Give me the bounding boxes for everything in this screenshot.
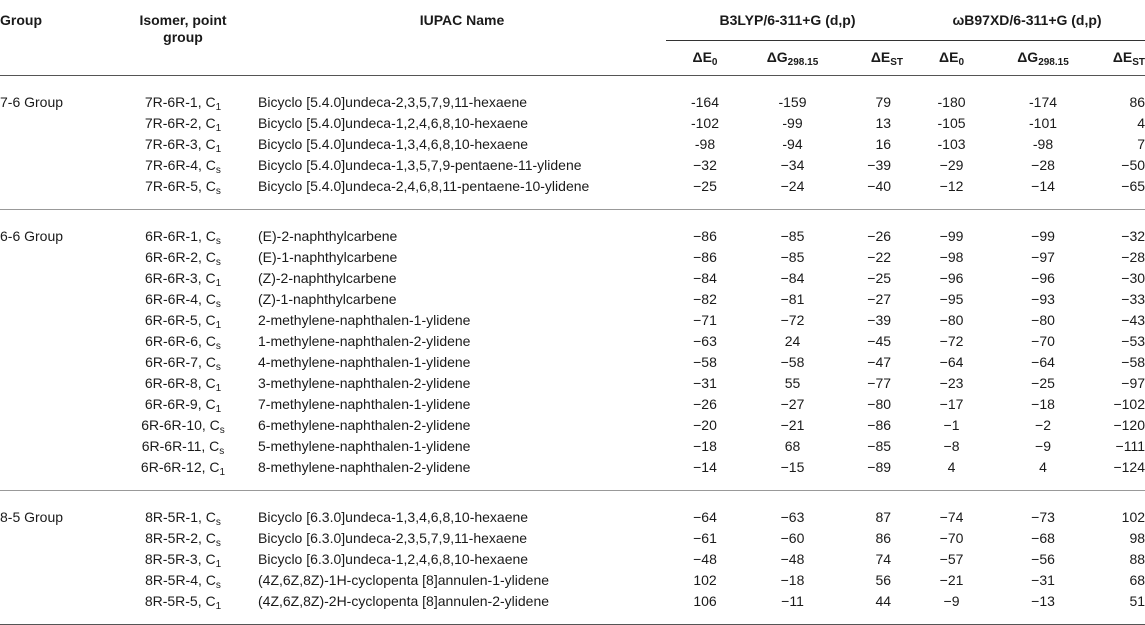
isomer-cell <box>108 268 258 289</box>
value-b-e0: -98 <box>694 136 716 152</box>
value-b-e0: -164 <box>690 94 720 110</box>
isomer-label: 6R-6R-3, C <box>144 270 216 286</box>
value-w-g: −70 <box>1031 333 1055 349</box>
group-section <box>0 210 1145 491</box>
group-label <box>0 134 108 155</box>
iupac-name: Bicyclo [5.4.0]undeca-2,3,5,7,9,11-hexaene <box>258 94 528 110</box>
group-label <box>0 331 108 352</box>
point-group-subscript: 1 <box>215 144 222 155</box>
table-row <box>0 113 1145 134</box>
value-w-e0: −21 <box>939 572 964 588</box>
point-group-subscript: s <box>215 186 221 197</box>
value-b-g: −27 <box>780 396 805 412</box>
iupac-name: 2-methylene-naphthalen-1-ylidene <box>258 312 471 328</box>
point-group-subscript: 1 <box>215 102 222 113</box>
value-b-e0: −84 <box>693 270 717 286</box>
value-b-st: 87 <box>875 509 892 525</box>
value-w-st: 51 <box>1129 593 1145 609</box>
value-w-st: −120 <box>1113 417 1145 433</box>
value-w-g: −14 <box>1031 178 1055 194</box>
value-b-st: 86 <box>875 530 892 546</box>
value-b-st: −77 <box>867 375 892 391</box>
iupac-name: 1-methylene-naphthalen-2-ylidene <box>258 333 471 349</box>
point-group-subscript: s <box>215 341 221 352</box>
group-label <box>0 373 108 394</box>
group-label <box>0 113 108 134</box>
isomer-cell <box>108 352 258 373</box>
value-b-e0: −25 <box>693 178 717 194</box>
value-b-e0: 106 <box>693 593 717 609</box>
value-w-st: 102 <box>1121 509 1145 525</box>
isomer-label: 8R-5R-2, C <box>145 530 216 546</box>
header-wb97xd-g: $\Delta G_{298.15}$ <box>1017 49 1069 68</box>
header-wb97xd-e0: $\Delta E_0$ <box>939 49 964 68</box>
value-w-g: −28 <box>1031 157 1055 173</box>
group-label <box>0 591 108 625</box>
group-label <box>0 176 108 210</box>
group-label <box>0 570 108 591</box>
iupac-name: 5-methylene-naphthalen-1-ylidene <box>258 438 471 454</box>
table-row <box>0 155 1145 176</box>
value-b-g: −18 <box>780 572 805 588</box>
point-group-subscript: 1 <box>215 559 222 570</box>
value-w-g: −68 <box>1031 530 1055 546</box>
iupac-name: 3-methylene-naphthalen-2-ylidene <box>258 375 471 391</box>
value-b-e0: −71 <box>693 312 717 328</box>
iupac-name: Bicyclo [6.3.0]undeca-1,3,4,6,8,10-hexaene <box>258 509 529 525</box>
value-w-g: −97 <box>1031 249 1055 265</box>
value-b-g: 68 <box>784 438 801 454</box>
isomer-label: 6R-6R-11, C <box>141 438 220 454</box>
table-row <box>0 310 1145 331</box>
table-row <box>0 436 1145 457</box>
value-b-st: −80 <box>867 396 892 412</box>
isomer-cell <box>108 155 258 176</box>
value-b-g: −21 <box>780 417 805 433</box>
iupac-name: Bicyclo [5.4.0]undeca-1,3,5,7,9-pentaene-11-ylidene <box>258 157 582 173</box>
value-w-e0: −9 <box>943 593 960 609</box>
value-b-g: −85 <box>780 249 805 265</box>
point-group-subscript: s <box>219 425 225 436</box>
value-b-st: −40 <box>867 178 892 194</box>
table-row <box>0 289 1145 310</box>
group-label <box>0 549 108 570</box>
iupac-name: (E)-2-naphthylcarbene <box>258 228 398 244</box>
table-row <box>0 268 1145 289</box>
iupac-name: Bicyclo [6.3.0]undeca-2,3,5,7,9,11-hexaene <box>258 530 528 546</box>
header-wb97xd-est: $\Delta E_{ST}$ <box>1112 49 1145 68</box>
value-w-e0: −72 <box>939 333 964 349</box>
value-b-g: −72 <box>780 312 805 328</box>
isomer-cell <box>108 457 258 491</box>
value-w-e0: −1 <box>943 417 960 433</box>
value-w-g: −9 <box>1035 438 1051 454</box>
value-w-g: −80 <box>1031 312 1055 328</box>
point-group-subscript: 1 <box>215 404 222 415</box>
value-b-g: −34 <box>780 157 805 173</box>
group-label <box>0 394 108 415</box>
isomer-label: 8R-5R-1, C <box>145 509 216 525</box>
table-row <box>0 394 1145 415</box>
value-w-st: 4 <box>1137 115 1145 131</box>
value-w-st: −102 <box>1113 396 1145 412</box>
isomer-cell <box>108 570 258 591</box>
isomer-cell <box>108 247 258 268</box>
group-label <box>0 436 108 457</box>
value-w-e0: −17 <box>939 396 964 412</box>
isomer-cell <box>108 134 258 155</box>
group-label <box>0 528 108 549</box>
group-section <box>0 491 1145 625</box>
value-w-e0: −99 <box>939 228 964 244</box>
value-b-e0: −32 <box>693 157 717 173</box>
value-b-e0: −58 <box>693 354 717 370</box>
isomer-label: 6R-6R-5, C <box>144 312 216 328</box>
value-b-g: −63 <box>780 509 805 525</box>
point-group-subscript: s <box>215 257 221 268</box>
isomer-label: 6R-6R-6, C <box>145 333 216 349</box>
point-group-subscript: 1 <box>215 320 222 331</box>
value-b-e0: -102 <box>690 115 720 131</box>
isomer-cell <box>108 176 258 210</box>
isomer-label: 7R-6R-2, C <box>144 115 216 131</box>
isomer-label: 6R-6R-1, C <box>145 228 216 244</box>
isomer-cell <box>108 210 258 248</box>
group-label <box>0 310 108 331</box>
table-row <box>0 210 1145 248</box>
value-w-e0: −70 <box>939 530 964 546</box>
value-b-e0: −18 <box>693 438 717 454</box>
value-w-e0: -105 <box>937 115 966 131</box>
value-w-st: −30 <box>1121 270 1145 286</box>
isomer-cell <box>108 113 258 134</box>
table-header <box>0 0 1145 76</box>
value-w-g: −18 <box>1031 396 1055 412</box>
value-w-e0: −98 <box>939 249 964 265</box>
table-row <box>0 247 1145 268</box>
isomer-cell <box>108 331 258 352</box>
isomer-cell <box>108 549 258 570</box>
value-b-g: -159 <box>778 94 807 110</box>
iupac-name: (Z)-2-naphthylcarbene <box>258 270 397 286</box>
group-label <box>0 457 108 491</box>
value-b-st: −26 <box>867 228 892 244</box>
value-w-e0: −29 <box>939 157 964 173</box>
value-w-st: −43 <box>1121 312 1145 328</box>
value-w-st: −28 <box>1121 249 1145 265</box>
value-b-e0: −20 <box>693 417 717 433</box>
value-w-g: -174 <box>1029 94 1058 110</box>
header-method-wb97xd: ωB97XD/6-311+G (d,p) <box>909 0 1145 41</box>
isomer-label: 6R-6R-4, C <box>145 291 216 307</box>
iupac-name: Bicyclo [5.4.0]undeca-2,4,6,8,11-pentaene-10-ylidene <box>258 178 590 194</box>
group-label: 6-6 Group <box>0 228 64 244</box>
value-w-e0: −80 <box>939 312 964 328</box>
point-group-subscript: s <box>215 538 221 549</box>
value-w-st: −97 <box>1121 375 1145 391</box>
iupac-name: 4-methylene-naphthalen-1-ylidene <box>258 354 471 370</box>
value-b-e0: −64 <box>693 509 717 525</box>
value-w-e0: 4 <box>947 459 956 475</box>
value-w-e0: −57 <box>939 551 964 567</box>
value-w-e0: −64 <box>939 354 964 370</box>
value-b-st: −47 <box>867 354 892 370</box>
value-w-g: 4 <box>1039 459 1047 475</box>
table-row <box>0 549 1145 570</box>
point-group-subscript: 1 <box>219 467 226 478</box>
point-group-subscript: s <box>215 517 221 528</box>
value-b-g: −85 <box>780 228 805 244</box>
value-b-e0: −61 <box>693 530 717 546</box>
iupac-name: 8-methylene-naphthalen-2-ylidene <box>258 459 471 475</box>
group-label <box>0 155 108 176</box>
point-group-subscript: s <box>215 165 221 176</box>
value-w-g: −2 <box>1035 417 1051 433</box>
value-b-g: −58 <box>780 354 805 370</box>
value-w-g: -98 <box>1032 136 1054 152</box>
isomer-label: 6R-6R-12, C <box>140 459 220 475</box>
isomer-label: 6R-6R-2, C <box>145 249 216 265</box>
value-w-g: −25 <box>1031 375 1055 391</box>
table-row <box>0 331 1145 352</box>
value-w-st: 86 <box>1129 94 1145 110</box>
isomer-cell <box>108 373 258 394</box>
isomer-label: 6R-6R-7, C <box>145 354 216 370</box>
value-b-g: −11 <box>781 593 804 609</box>
value-w-e0: −96 <box>939 270 964 286</box>
point-group-subscript: s <box>215 236 221 247</box>
value-w-st: −33 <box>1121 291 1145 307</box>
table-row <box>0 134 1145 155</box>
point-group-subscript: 1 <box>215 601 222 612</box>
group-label <box>0 289 108 310</box>
value-b-e0: −63 <box>693 333 717 349</box>
value-b-g: −24 <box>780 178 805 194</box>
header-iupac: IUPAC Name <box>419 12 505 28</box>
value-w-e0: −8 <box>943 438 960 454</box>
isomer-label: 8R-5R-4, C <box>145 572 216 588</box>
iupac-name: 6-methylene-naphthalen-2-ylidene <box>258 417 471 433</box>
value-w-st: −65 <box>1121 178 1145 194</box>
isomer-label: 8R-5R-3, C <box>144 551 216 567</box>
value-w-g: −73 <box>1031 509 1055 525</box>
point-group-subscript: s <box>215 362 221 373</box>
value-w-st: 68 <box>1129 572 1145 588</box>
value-b-g: −48 <box>780 551 805 567</box>
header-b3lyp-est: $\Delta E_{ST}$ <box>870 49 904 68</box>
header-group: Group <box>0 12 42 28</box>
value-b-st: 16 <box>875 136 892 152</box>
isomer-label: 7R-6R-3, C <box>144 136 216 152</box>
isomer-label: 6R-6R-9, C <box>144 396 216 412</box>
isomer-label: 6R-6R-10, C <box>141 417 220 433</box>
value-b-st: 74 <box>875 551 892 567</box>
value-w-g: −13 <box>1031 593 1055 609</box>
value-w-g: -101 <box>1029 115 1058 131</box>
table-row <box>0 373 1145 394</box>
point-group-subscript: 1 <box>215 383 222 394</box>
value-b-st: −22 <box>867 249 892 265</box>
value-w-st: −32 <box>1121 228 1145 244</box>
iupac-name: (4Z,6Z,8Z)-1H-cyclopenta [8]annulen-1-ylidene <box>258 572 550 588</box>
isomer-cell <box>108 415 258 436</box>
group-section <box>0 76 1145 210</box>
header-isomer: Isomer, point group <box>139 12 227 45</box>
value-w-st: 98 <box>1129 530 1145 546</box>
value-b-g: -94 <box>782 136 803 152</box>
value-b-st: −27 <box>867 291 892 307</box>
point-group-subscript: 1 <box>215 123 222 134</box>
table-row <box>0 352 1145 373</box>
iupac-name: Bicyclo [6.3.0]undeca-1,2,4,6,8,10-hexaene <box>258 551 529 567</box>
isomer-cell <box>108 76 258 114</box>
value-b-st: 56 <box>875 572 892 588</box>
table-row <box>0 570 1145 591</box>
value-w-st: −111 <box>1115 438 1145 454</box>
header-b3lyp-e0: $\Delta E_0$ <box>692 49 718 68</box>
group-label <box>0 247 108 268</box>
value-w-e0: −74 <box>939 509 964 525</box>
value-b-g: −81 <box>780 291 805 307</box>
value-b-st: −39 <box>867 312 892 328</box>
value-b-e0: 102 <box>693 572 717 588</box>
value-w-st: −124 <box>1113 459 1145 475</box>
value-b-st: −85 <box>867 438 892 454</box>
value-w-e0: −12 <box>939 178 964 194</box>
group-label: 7-6 Group <box>0 94 64 110</box>
iupac-name: Bicyclo [5.4.0]undeca-1,3,4,6,8,10-hexaene <box>258 136 529 152</box>
point-group-subscript: s <box>215 299 221 310</box>
group-label <box>0 268 108 289</box>
value-b-st: −86 <box>867 417 892 433</box>
isomer-label: 7R-6R-4, C <box>145 157 216 173</box>
iupac-name: (E)-1-naphthylcarbene <box>258 249 398 265</box>
table-row <box>0 415 1145 436</box>
value-w-e0: -180 <box>937 94 966 110</box>
header-method-b3lyp: B3LYP/6-311+G (d,p) <box>666 0 909 41</box>
point-group-subscript: 1 <box>215 278 222 289</box>
iupac-name: Bicyclo [5.4.0]undeca-1,2,4,6,8,10-hexaene <box>258 115 529 131</box>
group-label <box>0 415 108 436</box>
table-row <box>0 491 1145 529</box>
value-b-e0: −31 <box>693 375 717 391</box>
isomer-label: 7R-6R-1, C <box>144 94 216 110</box>
value-b-e0: −14 <box>693 459 717 475</box>
group-label <box>0 352 108 373</box>
iupac-name: 7-methylene-naphthalen-1-ylidene <box>258 396 471 412</box>
header-b3lyp-g: $\Delta G_{298.15}$ <box>766 49 819 68</box>
value-b-e0: −48 <box>693 551 717 567</box>
point-group-subscript: s <box>215 580 221 591</box>
value-w-g: −56 <box>1031 551 1055 567</box>
iupac-name: (Z)-1-naphthylcarbene <box>258 291 397 307</box>
isomer-label: 6R-6R-8, C <box>144 375 216 391</box>
value-b-g: -99 <box>782 115 803 131</box>
value-b-st: −45 <box>867 333 892 349</box>
isomer-cell <box>108 491 258 529</box>
value-w-st: 7 <box>1137 136 1145 152</box>
table-row <box>0 591 1145 625</box>
value-w-g: −64 <box>1031 354 1055 370</box>
value-b-e0: −86 <box>693 228 717 244</box>
value-w-e0: -103 <box>937 136 966 152</box>
value-b-e0: −26 <box>693 396 717 412</box>
value-b-g: −84 <box>780 270 805 286</box>
isomer-label: 7R-6R-5, C <box>145 178 216 194</box>
value-w-st: −53 <box>1121 333 1145 349</box>
value-b-st: 79 <box>875 94 892 110</box>
value-b-st: 13 <box>875 115 892 131</box>
value-b-st: −89 <box>867 459 892 475</box>
value-b-g: 55 <box>784 375 801 391</box>
isomer-cell <box>108 394 258 415</box>
value-w-g: −96 <box>1031 270 1055 286</box>
isomer-cell <box>108 436 258 457</box>
iupac-name: (4Z,6Z,8Z)-2H-cyclopenta [8]annulen-2-ylidene <box>258 593 550 609</box>
value-b-e0: −82 <box>693 291 717 307</box>
value-w-g: −99 <box>1031 228 1055 244</box>
table-row <box>0 528 1145 549</box>
value-w-g: −93 <box>1031 291 1055 307</box>
value-w-g: −31 <box>1031 572 1055 588</box>
value-w-st: −58 <box>1121 354 1145 370</box>
value-w-st: 88 <box>1129 551 1145 567</box>
value-b-st: −39 <box>867 157 892 173</box>
value-b-st: 44 <box>875 593 892 609</box>
isomer-cell <box>108 591 258 625</box>
table-row <box>0 176 1145 210</box>
isomer-label: 8R-5R-5, C <box>144 593 216 609</box>
value-b-e0: −86 <box>693 249 717 265</box>
value-w-e0: −23 <box>939 375 964 391</box>
isomer-cell <box>108 310 258 331</box>
table-row <box>0 76 1145 114</box>
group-label: 8-5 Group <box>0 509 64 525</box>
value-b-st: −25 <box>867 270 892 286</box>
point-group-subscript: s <box>219 446 225 457</box>
table-row <box>0 457 1145 491</box>
value-w-e0: −95 <box>939 291 964 307</box>
value-b-g: −60 <box>780 530 805 546</box>
isomer-cell <box>108 528 258 549</box>
value-b-g: −15 <box>780 459 805 475</box>
value-w-st: −50 <box>1121 157 1145 173</box>
value-b-g: 24 <box>784 333 801 349</box>
isomer-cell <box>108 289 258 310</box>
